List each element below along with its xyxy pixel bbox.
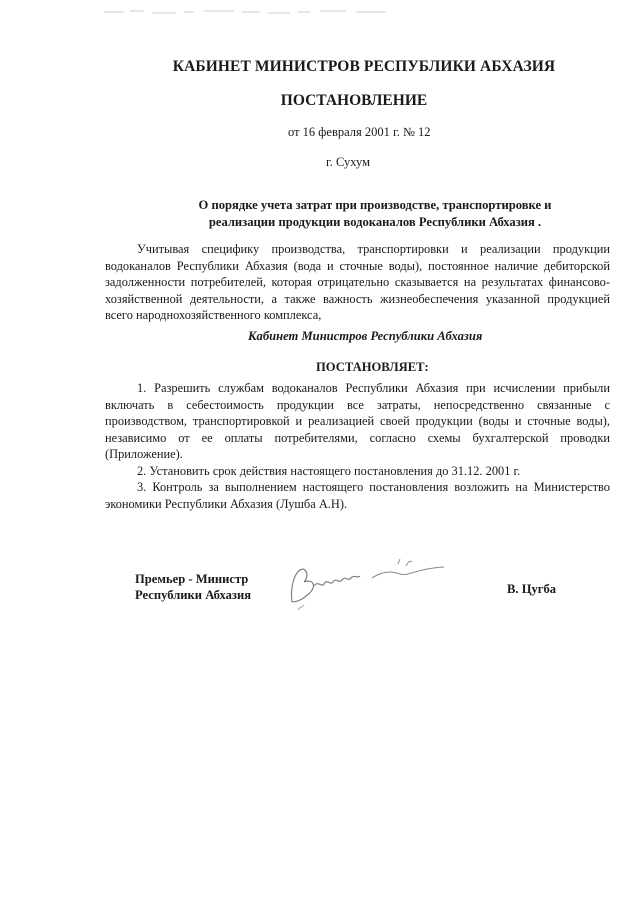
document-date: от 16 февраля 2001 г. № 12 xyxy=(288,125,431,139)
signatory-title-line-2: Республики Абхазия xyxy=(135,588,252,602)
organization-heading: КАБИНЕТ МИНИСТРОВ РЕСПУБЛИКИ АБХАЗИЯ xyxy=(172,58,556,75)
signatory-name: В. Цугба xyxy=(507,582,557,596)
issuer-line: Кабинет Министров Республики Абхазия xyxy=(248,329,483,343)
subject-line-1: О порядке учета затрат при производстве, транспортировке и xyxy=(198,198,552,212)
signatory-title xyxy=(135,571,251,603)
resolution-items xyxy=(105,380,610,512)
resolution-item-1: 1. Разрешить службам водоканалов Республики Абхазия при исчислении прибыли включать в себестоимость продукции все затраты, непосредственно связанные с производством, транспортировкой и реализацией своей продукции (воды и сточные воды), независимо от ее оплаты потребителями, согласно схемы бухгалтерской проводки (Приложение). xyxy=(105,381,610,461)
document-type-heading: ПОСТАНОВЛЕНИЕ xyxy=(280,92,428,109)
intro-paragraph: Учитывая специфику производства, транспортировки и реализации продукции водоканалов Республики Абхазия (вода и сточные воды), постоянное наличие дебиторской задолженности потребителей, которая отрицательно сказывается на результатах финансово-хозяйственной деятельности, а также важность жизнеобеспечения указанной продукцией всего народнохозяйственного комплекса, xyxy=(105,242,610,322)
resolution-item-2: 2. Установить срок действия настоящего постановления до 31.12. 2001 г. xyxy=(137,463,521,478)
signatory-title-line-1: Премьер - Министр xyxy=(135,572,249,586)
document-subject xyxy=(165,197,585,231)
resolves-heading: ПОСТАНОВЛЯЕТ: xyxy=(316,360,429,374)
subject-line-2: реализации продукции водоканалов Республики Абхазия . xyxy=(208,215,542,229)
scan-bleed-marks xyxy=(100,6,400,18)
handwritten-signature xyxy=(280,548,455,618)
document-city: г. Сухум xyxy=(326,155,371,169)
resolution-item-3: 3. Контроль за выполнением настоящего постановления возложить на Министерство экономики Республики Абхазия (Лушба А.Н). xyxy=(105,480,610,511)
